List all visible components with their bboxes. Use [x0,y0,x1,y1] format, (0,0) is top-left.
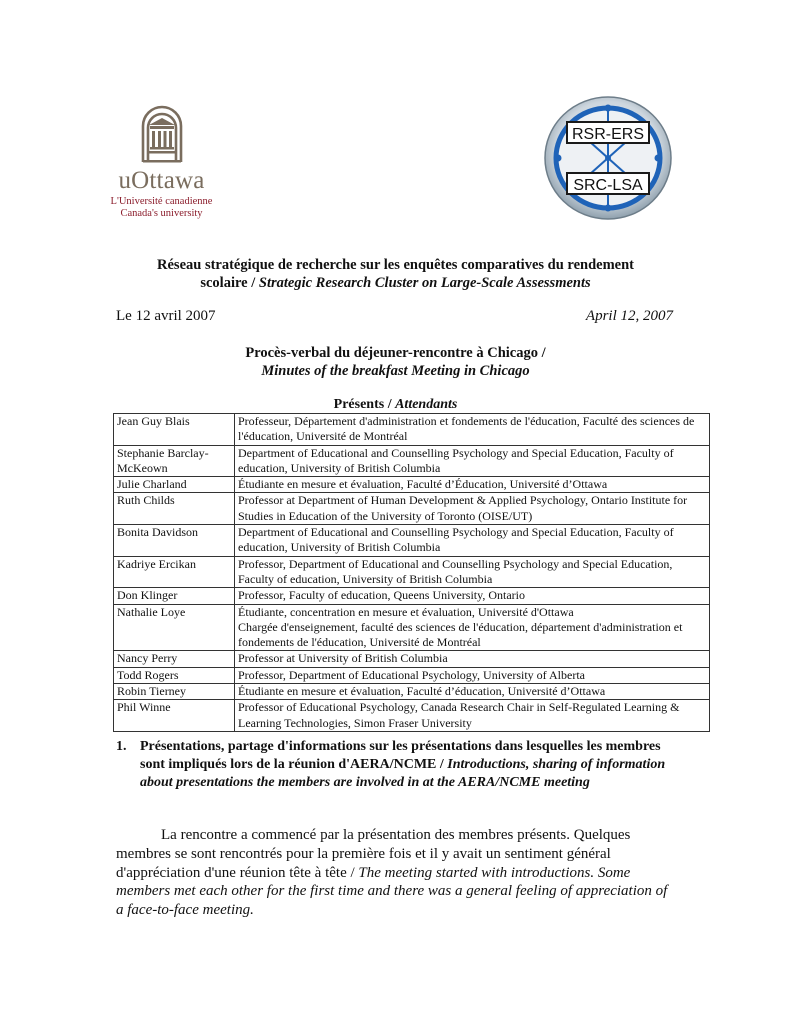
date-en: April 12, 2007 [585,308,673,324]
attendant-role-line: Étudiante, concentration en mesure et évaluation, Université d'Ottawa [238,604,574,619]
attendant-name: Kadriye Ercikan [114,556,235,588]
table-row [114,667,710,683]
table-row [114,588,710,604]
date-fr: Le 12 avril 2007 [116,308,216,324]
attendant-role-line: Chargée d'enseignement, faculté des sciences de l'éducation, département d'administration et fondements de l'éducation, Université de Montréal [238,619,683,650]
uottawa-subtitle-fr: L'Université canadienne [110,196,213,207]
attendant-name: Stephanie Barclay-McKeown [114,445,235,477]
paragraph-fr: La rencontre a commencé par la présentation des membres présents. Quelques membres se sont rencontrés pour la première fois et il y avait un sentiment général d'appréciation d'une réunion tête à tête / [116,827,631,881]
uottawa-crest-icon [139,104,185,166]
attendant-role [235,684,710,700]
table-row [114,493,710,525]
attendant-name: Nancy Perry [114,651,235,667]
attendant-role [235,651,710,667]
table-row [114,414,710,446]
attendants-heading-en: Attendants [395,397,458,412]
section-heading [140,738,676,792]
attendant-role-line: Étudiante en mesure et évaluation, Faculté d’éducation, Université d’Ottawa [238,684,606,699]
attendant-role [235,667,710,683]
attendant-role-line: Department of Educational and Counselling Psychology and Special Education, Faculty of education, University of British Columbia [238,525,674,555]
attendant-name: Julie Charland [114,477,235,493]
attendant-role [235,588,710,604]
table-row [114,700,710,732]
attendant-name: Jean Guy Blais [114,414,235,446]
attendant-role-line: Professeur, Département d'administration et fondements de l'éducation, Faculté des sciences de l'éducation, Université de Montréal [238,414,695,444]
paragraph-en: The meeting started with introductions. Some members met each other for the first time and there was a general feeling of appreciation of a face-to-face meeting. [116,864,668,919]
uottawa-subtitle-en: Canada's university [120,208,203,219]
attendant-role-line: Professor at Department of Human Development & Applied Psychology, Ontario Institute for Studies in Education of the University of Toronto (OISE/UT) [238,493,688,523]
attendant-role-line: Étudiante en mesure et évaluation, Faculté d’Éducation, Université d’Ottawa [238,477,608,492]
table-row [114,525,710,557]
section-1 [116,738,676,792]
attendant-role [235,477,710,493]
attendant-role [235,700,710,732]
minutes-en: Minutes of the breakfast Meeting in Chicago [261,363,530,379]
attendant-name: Phil Winne [114,700,235,732]
uottawa-wordmark: uOttawa [118,167,205,194]
attendant-name: Ruth Childs [114,493,235,525]
minutes-fr: Procès-verbal du déjeuner-rencontre à Chicago / [245,345,546,361]
attendant-role-line: Professor, Department of Educational and Counselling Psychology and Special Education, Faculty of education, University of British Columbia [238,556,673,586]
attendant-role-line: Professor at University of British Columbia [238,651,448,666]
title-line2-en: Strategic Research Cluster on Large-Scale Assessments [258,275,591,291]
badge-top-text: RSR-ERS [571,126,645,143]
attendants-heading [90,397,701,413]
badge-bottom-text: SRC-LSA [573,177,643,194]
attendant-role [235,445,710,477]
attendant-role [235,414,710,446]
attendant-name: Todd Rogers [114,667,235,683]
attendant-name: Robin Tierney [114,684,235,700]
rsr-ers-badge [543,95,673,221]
attendant-role-line: Professor, Department of Educational Psychology, University of Alberta [238,667,585,682]
attendant-role-line: Professor of Educational Psychology, Canada Research Chair in Self-Regulated Learning & Learning Technologies, Simon Fraser University [238,700,680,730]
uottawa-logo [104,104,219,220]
table-row [114,556,710,588]
table-row [114,445,710,477]
section-number: 1. [116,739,127,754]
attendant-role-line: Department of Educational and Counselling Psychology and Special Education, Faculty of education, University of British Columbia [238,445,674,475]
attendant-name: Nathalie Loye [114,604,235,651]
table-row [114,651,710,667]
attendant-role [235,493,710,525]
attendant-name: Don Klinger [114,588,235,604]
attendant-role [235,604,710,651]
attendant-role [235,525,710,557]
attendants-heading-fr: Présents / [333,397,396,412]
table-row [114,604,710,651]
body-paragraph [116,826,676,920]
section-heading-en: Introductions, sharing of information about presentations the members are involved in at the AERA/NCME meeting [140,757,666,790]
attendant-name: Bonita Davidson [114,525,235,557]
document-title [90,256,701,292]
title-line2-fr: scolaire / [200,275,259,291]
section-heading-fr: Présentations, partage d'informations sur les présentations dans lesquelles les membres sont impliqués lors de la réunion d'AERA/NCME / [140,739,661,772]
title-line1: Réseau stratégique de recherche sur les enquêtes comparatives du rendement [157,257,634,273]
table-row [114,684,710,700]
minutes-heading [90,344,701,380]
title-line2 [90,274,701,292]
attendant-role-line: Professor, Faculty of education, Queens University, Ontario [238,588,526,603]
table-row [114,477,710,493]
attendants-table [113,413,710,732]
attendant-role [235,556,710,588]
